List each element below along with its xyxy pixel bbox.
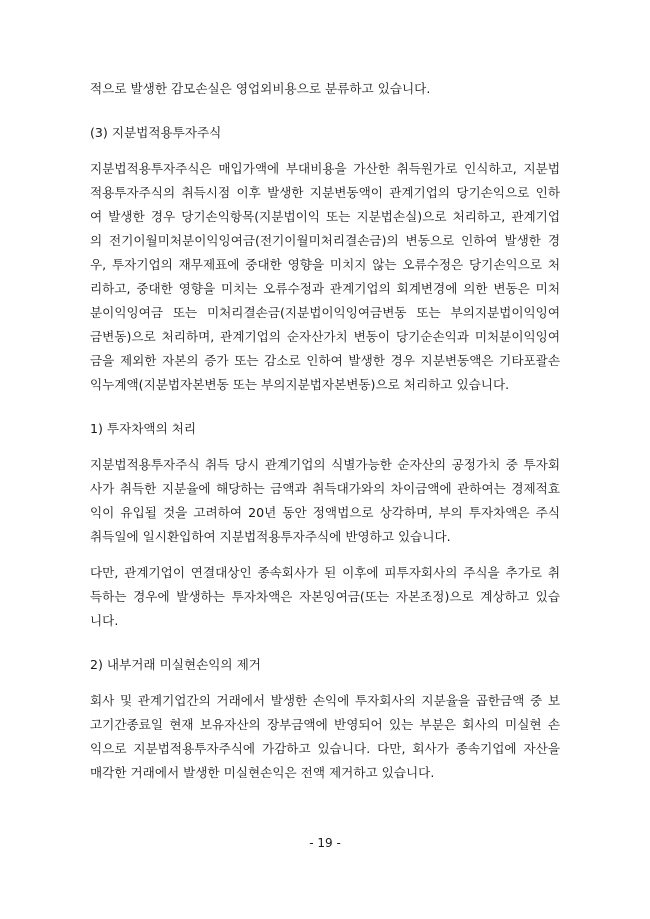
subsection-heading: 2) 내부거래 미실현손익의 제거: [90, 657, 261, 672]
text-line: 지분법적용투자주식은 매입가액에 부대비용을 가산한 취득원가로 인식하고, 지분법: [90, 161, 560, 176]
text-line: 회사 및 관계기업간의 거래에서 발생한 손익에 투자회사의 지분율을 곱한금액 중 보: [90, 693, 560, 708]
text-line: 우, 투자기업의 재무제표에 중대한 영향을 미치지 않는 오류수정은 당기손익으로 처: [90, 257, 560, 272]
text-line: 취득일에 일시환입하여 지분법적용투자주식에 반영하고 있습니다.: [90, 529, 451, 544]
text-line: 분이익잉여금 또는 미처리결손금(지분법이익잉여금변동 또는 부의지분법이익잉여: [90, 305, 560, 320]
text-line: 익누계액(지분법자본변동 또는 부의지분법자본변동)으로 처리하고 있습니다.: [90, 377, 510, 392]
text-line: 익이 유입될 것을 고려하여 20년 동안 정액법으로 상각하며, 부의 투자차액은 주식: [90, 505, 560, 520]
text-line: 니다.: [90, 613, 119, 628]
text-line: 여 발생한 경우 당기손익항목(지분법이익 또는 지분법손실)으로 처리하고, 관계기업: [90, 209, 560, 224]
text-line: 사가 취득한 지분율에 해당하는 금액과 취득대가와의 차이금액에 관하여는 경제적효: [90, 481, 560, 496]
text-line: 지분법적용투자주식 취득 당시 관계기업의 식별가능한 순자산의 공정가치 중 투자회: [90, 457, 560, 472]
text-line: 매각한 거래에서 발생한 미실현손익은 전액 제거하고 있습니다.: [90, 765, 435, 780]
text-line: 다만, 관계기업이 연결대상인 종속회사가 된 이후에 피투자회사의 주식을 추가로 취: [90, 565, 560, 580]
text-line: 적용투자주식의 취득시점 이후 발생한 지분변동액이 관계기업의 당기손익으로 인하: [90, 185, 560, 200]
text-line: 익으로 지분법적용투자주식에 가감하고 있습니다. 다만, 회사가 종속기업에 자산을: [90, 741, 560, 756]
text-line: 적으로 발생한 감모손실은 영업외비용으로 분류하고 있습니다.: [90, 81, 431, 96]
section-heading: (3) 지분법적용투자주식: [90, 125, 222, 140]
subsection-heading: 1) 투자차액의 처리: [90, 421, 197, 436]
text-line: 리하고, 중대한 영향을 미치는 오류수정과 관계기업의 회계변경에 의한 변동은 미처: [90, 281, 560, 296]
text-line: 득하는 경우에 발생하는 투자차액은 자본잉여금(또는 자본조정)으로 계상하고 있습: [90, 589, 560, 604]
page-number: - 19 -: [309, 836, 341, 850]
text-line: 금을 제외한 자본의 증가 또는 감소로 인하여 발생한 경우 지분변동액은 기타포괄손: [90, 353, 560, 368]
text-line: 고기간종료일 현재 보유자산의 장부금액에 반영되어 있는 부분은 회사의 미실현 손: [90, 717, 560, 732]
text-line: 금변동)으로 처리하며, 관계기업의 순자산가치 변동이 당기순손익과 미처분이익잉여: [90, 329, 560, 344]
text-line: 의 전기이월미처분이익잉여금(전기이월미처리결손금)의 변동으로 인하여 발생한 경: [90, 233, 560, 248]
